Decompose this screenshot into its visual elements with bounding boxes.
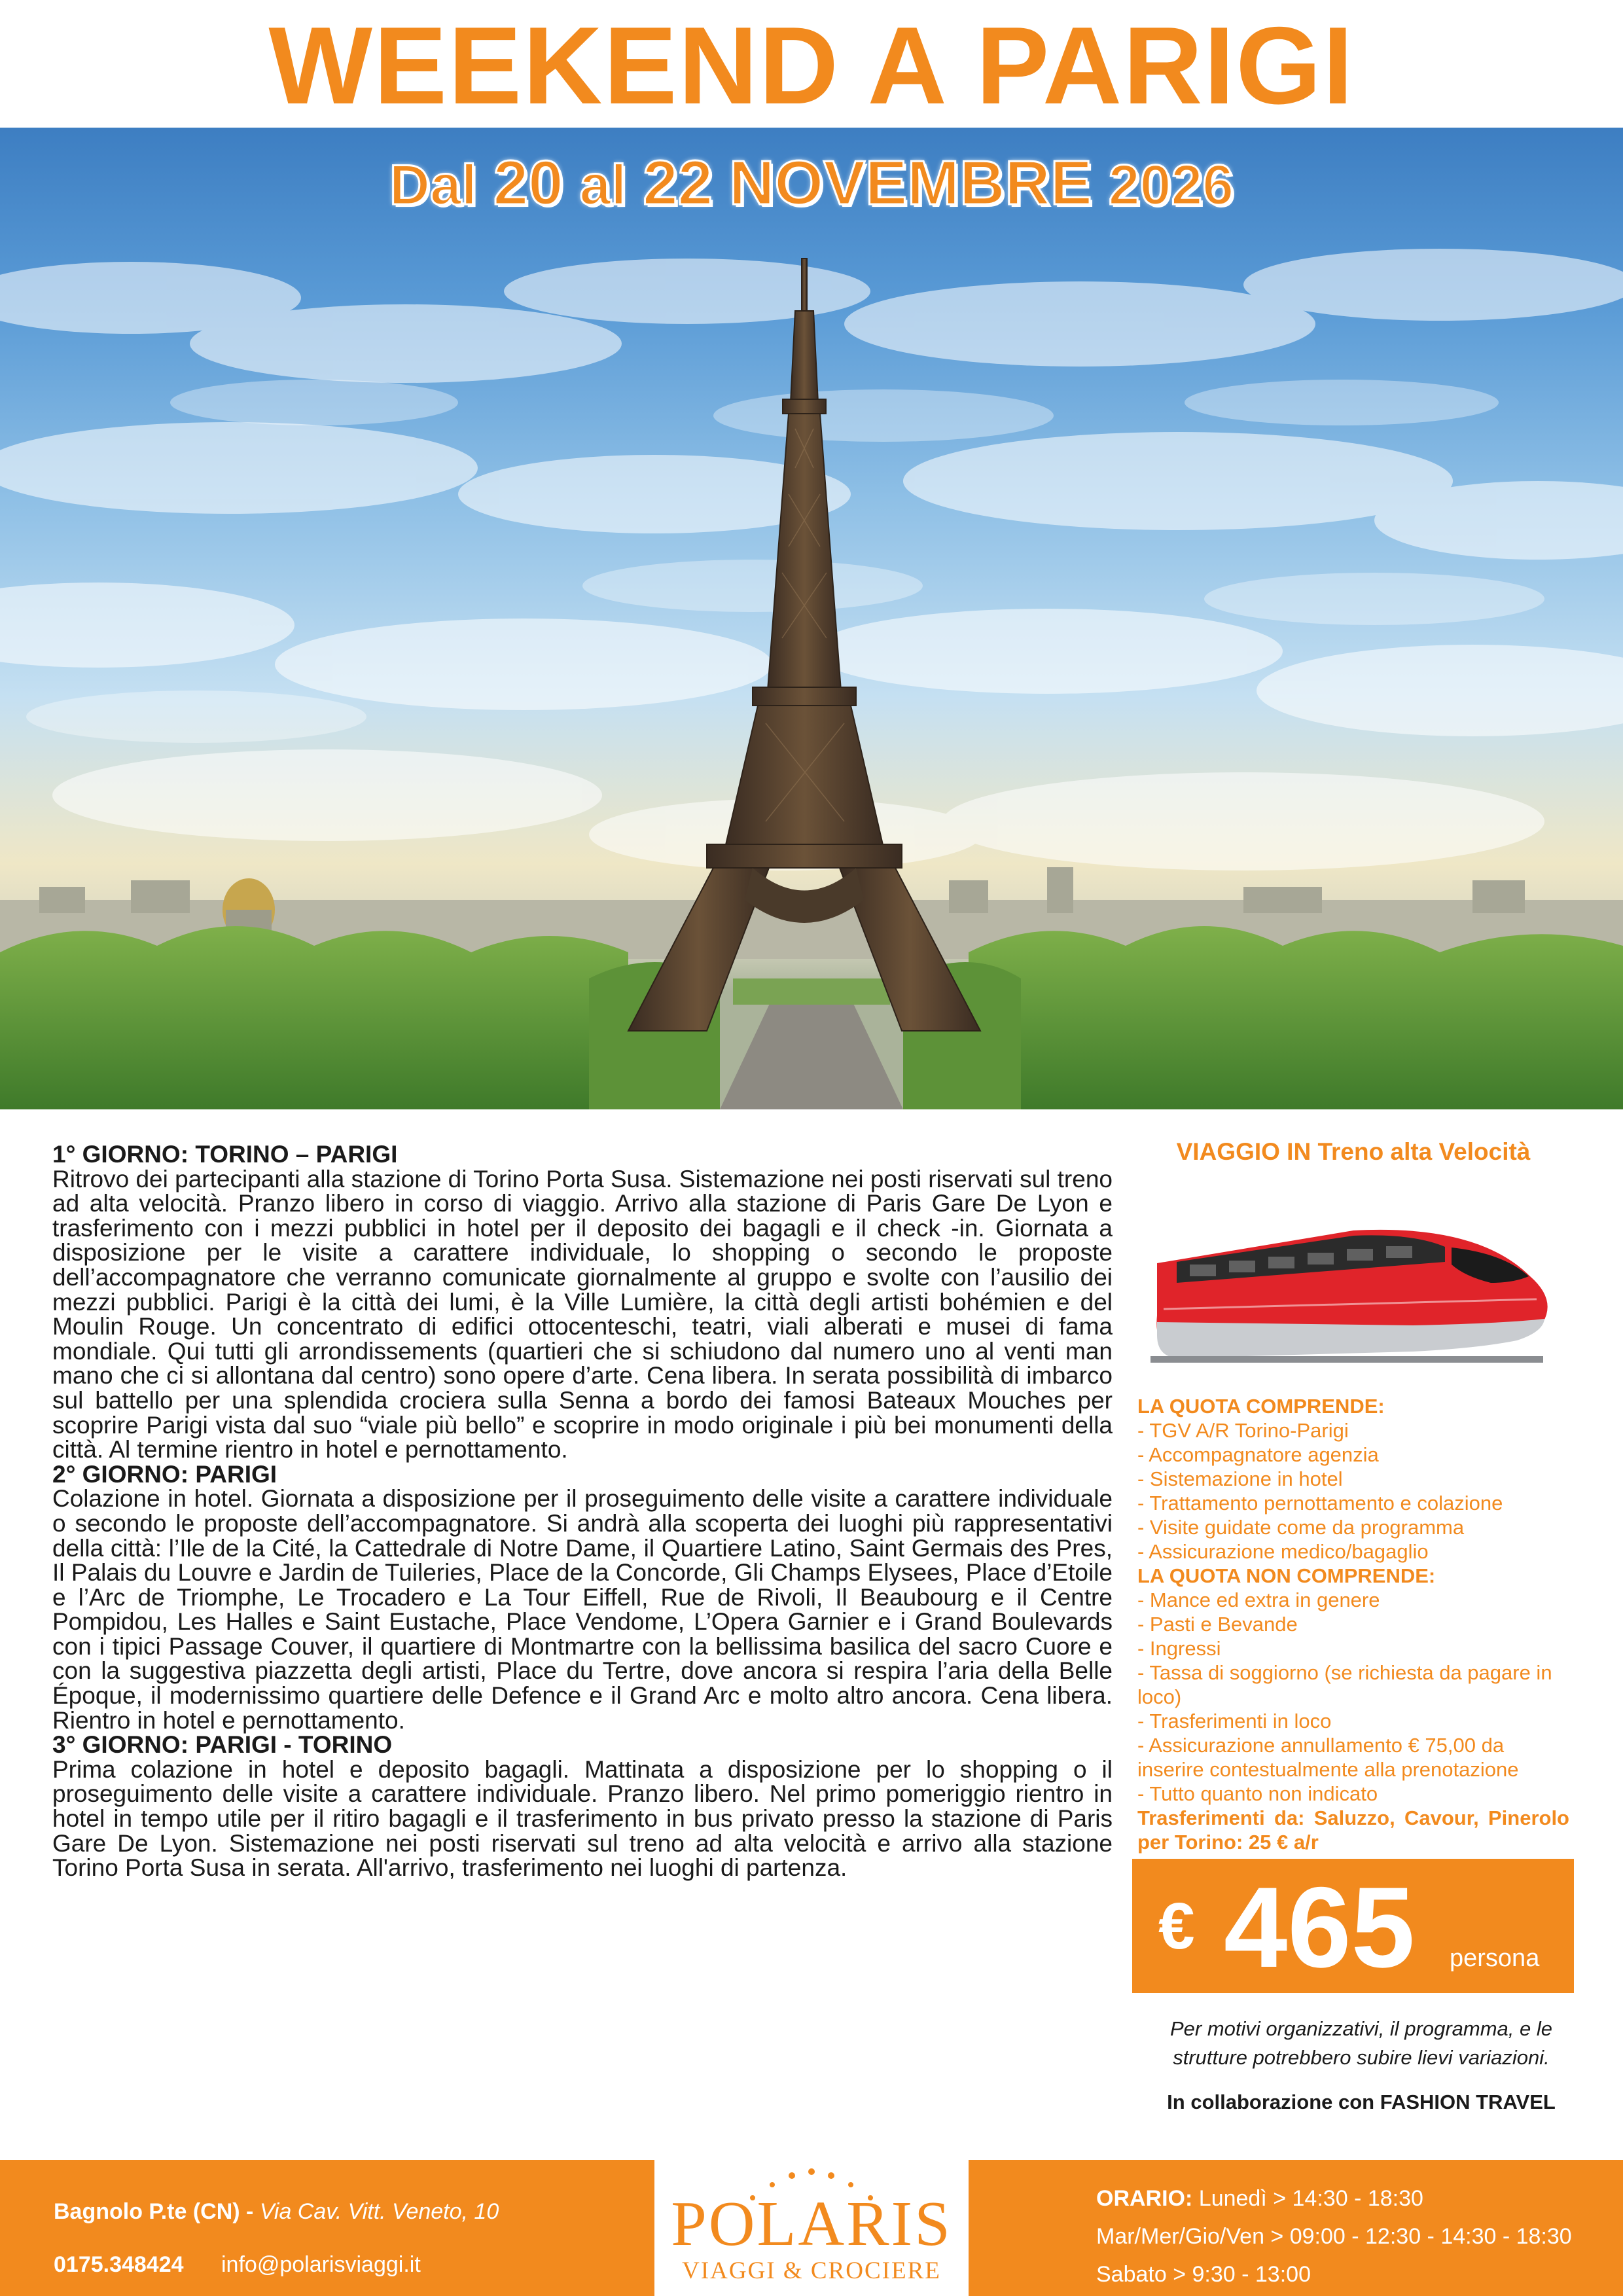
hours-row-3: Sabato > 9:30 - 13:00 xyxy=(1096,2262,1311,2287)
day-3-title: 3° GIORNO: PARIGI - TORINO xyxy=(52,1731,393,1759)
footer-street: Via Cav. Vitt. Veneto, 10 xyxy=(259,2199,499,2224)
hours-monday: Lunedì > 14:30 - 18:30 xyxy=(1198,2186,1423,2211)
footer xyxy=(0,2160,1623,2296)
eiffel-tower-illustration xyxy=(0,128,1623,1109)
hero-image-eiffel-tower xyxy=(0,128,1623,1109)
quota-non-comprende-item: - Trasferimenti in loco xyxy=(1137,1710,1332,1732)
price-amount: 465 xyxy=(1224,1864,1415,1992)
day-1-text: Ritrovo dei partecipanti alla stazione di Torino Porta Susa. Sistemazione nei posti riservati sul treno ad alta velocità. Pranzo libero in corso di viaggio. Arrivo alla stazione di Paris Gare De Lyon e trasferimento con i mezzi pubblici in hotel per il deposito dei bagagli e il check -in. Giornata a disposizione per le visite a carattere individuale, lo shopping o secondo le proposte dell’accompagnatore che verranno comunicate giornalmente al gruppo e svolte con l’ausilio dei mezzi pubblici. Parigi è la città dei lumi, è la Ville Lumière, la città degli artisti bohémien e del Moulin Rouge. Un concentrato di edifici ottocenteschi, teatri, viali alberati e musei di fama mondiale. Qui tutti gli arrondissements (quartieri che si schiudono dal numero uno al venti man mano che ci si allontana dal centro) sono opere d’arte. Cena libera. In serata possibilità di imbarco sul battello per una splendida crociera sulla Senna a bordo dei famosi Bateaux Mouches per scoprire Parigi vista dal suo “viale più bello” e scoprire in modo originale i più bei monumenti della città. Al termine rientro in hotel e pernottamento. xyxy=(52,1165,1113,1463)
footer-contact xyxy=(54,2250,421,2279)
train-image xyxy=(1137,1185,1569,1381)
quota-non-comprende-item: - Pasti e Bevande xyxy=(1137,1613,1298,1636)
high-speed-train-icon xyxy=(1137,1185,1569,1381)
dates-dal: Dal xyxy=(389,154,477,217)
day-3-text: Prima colazione in hotel e deposito bagagli. Mattinata a disposizione per lo shopping o il proseguimento delle visite a carattere individuale. Pranzo libero. Nel primo pomeriggio rientro in hotel in tempo utile per il ritiro bagagli e il trasferimento in bus privato presso la stazione di Paris Gare De Lyon. Sistemazione nei posti riservati sul treno ad alta velocità e arrivo alla stazione Torino Porta Susa in serata. All'arrivo, trasferimento nei luoghi di partenza. xyxy=(52,1755,1113,1882)
quota-comprende-item: - Visite guidate come da programma xyxy=(1137,1516,1465,1539)
price-currency: € xyxy=(1158,1890,1195,1963)
quota-section xyxy=(1137,1394,1569,1854)
footer-phone[interactable]: 0175.348424 xyxy=(54,2252,184,2277)
disclaimer-note: Per motivi organizzativi, il programma, e le strutture potrebbero subire lievi variazioni. xyxy=(1169,2017,1553,2069)
train-title: VIAGGIO IN Treno alta Velocità xyxy=(1176,1138,1531,1165)
hours-row-1 xyxy=(1096,2179,1572,2217)
logo-wordmark: POLARIS xyxy=(671,2189,952,2259)
price-box xyxy=(1132,1859,1574,1993)
dates-month: NOVEMBRE xyxy=(729,148,1092,218)
quota-comprende-item: - Assicurazione medico/bagaglio xyxy=(1137,1540,1429,1563)
quota-non-comprende-item: - Tassa di soggiorno (se richiesta da pagare in loco) xyxy=(1137,1661,1552,1708)
dates-day-from: 20 xyxy=(493,148,563,218)
quota-comprende-item: - Trattamento pernottamento e colazione xyxy=(1137,1492,1503,1515)
footer-address xyxy=(54,2197,499,2226)
quota-comprende-item: - Accompagnatore agenzia xyxy=(1137,1443,1379,1466)
itinerary xyxy=(52,1142,1113,1880)
quota-non-comprende-item: - Assicurazione annullamento € 75,00 da inserire contestualmente alla prenotazione xyxy=(1137,1734,1519,1781)
right-column xyxy=(1137,1132,1569,1854)
day-2-title: 2° GIORNO: PARIGI xyxy=(52,1460,277,1488)
quota-non-comprende-heading: LA QUOTA NON COMPRENDE: xyxy=(1137,1564,1436,1587)
price-unit: persona xyxy=(1450,1945,1540,1972)
quota-comprende-item: - TGV A/R Torino-Parigi xyxy=(1137,1419,1349,1442)
dates-day-to: 22 xyxy=(643,148,713,218)
day-1-title: 1° GIORNO: TORINO – PARIGI xyxy=(52,1141,398,1168)
collaboration-note: In collaborazione con FASHION TRAVEL xyxy=(1167,2090,1556,2113)
footer-town: Bagnolo P.te (CN) - xyxy=(54,2199,254,2224)
transfer-info: Trasferimenti da: Saluzzo, Cavour, Pinerolo per Torino: 25 € a/r xyxy=(1137,1806,1569,1854)
hours-label: ORARIO: xyxy=(1096,2186,1193,2211)
hours-row-2: Mar/Mer/Gio/Ven > 09:00 - 12:30 - 14:30 - 18:30 xyxy=(1096,2224,1572,2249)
quota-comprende-heading: LA QUOTA COMPRENDE: xyxy=(1137,1395,1385,1418)
day-2-text: Colazione in hotel. Giornata a disposizione per il proseguimento delle visite a carattere individuale o secondo le proposte dell’accompagnatore. Si andrà alla scoperta dei luoghi più rappresentativi della città: l’Ile de la Cité, la Cattedrale di Notre Dame, il Quartiere Latino, Saint Germais des Pres, Il Palais du Louvre e Jardin de Tuileries, Place de la Concorde, Gli Champs Elysees, Place d’Etoile e l’Arc de Triomphe, Le Trocadero e La Tour Eiffell, Rue de Rivoli, Il Beaubourg e il Centre Pompidou, Les Halles e Saint Eustache, Place Vendome, L’Opera Garnier e i Grand Boulevards con i tipici Passage Couver, il quartiere di Montmartre con la bellissima basilica del sacro Cuore e con la suggestiva piazzetta degli artisti, Place du Tertre, dove ancora si respira l’aria della Belle Époque, il modernissimo quartiere delle Defence e il Grand Arc e molto altro ancora. Cena libera. Rientro in hotel e pernottamento. xyxy=(52,1485,1113,1734)
polaris-logo xyxy=(654,2145,969,2296)
quota-comprende-item: - Sistemazione in hotel xyxy=(1137,1467,1343,1490)
logo-tagline: VIAGGI & CROCIERE xyxy=(682,2257,941,2284)
quota-non-comprende-item: - Mance ed extra in genere xyxy=(1137,1588,1380,1611)
opening-hours xyxy=(1096,2179,1572,2293)
page-title: WEEKEND A PARIGI xyxy=(268,4,1355,127)
quota-non-comprende-item: - Tutto quanto non indicato xyxy=(1137,1782,1378,1805)
travel-dates xyxy=(0,147,1623,221)
dates-al: al xyxy=(579,154,627,217)
dates-year: 2026 xyxy=(1108,154,1234,217)
quota-non-comprende-item: - Ingressi xyxy=(1137,1637,1221,1660)
footer-email[interactable]: info@polarisviaggi.it xyxy=(221,2252,421,2277)
